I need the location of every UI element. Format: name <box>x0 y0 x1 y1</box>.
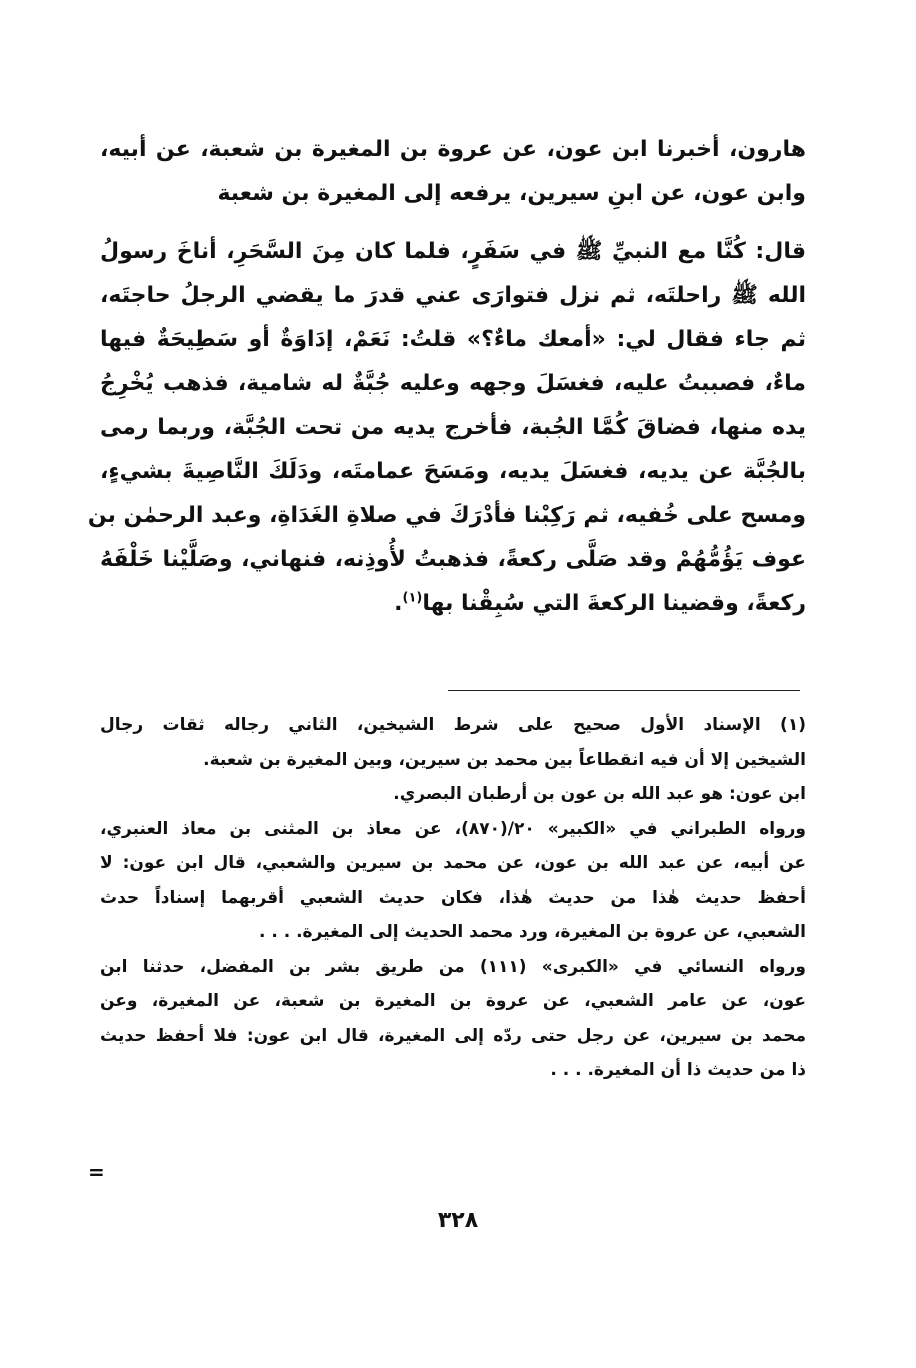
footnote-line: ابن عون: هو عبد الله بن عون بن أرطبان البصري. <box>393 784 806 804</box>
main-line: بالجُبَّة عن يديه، فغسَلَ يديه، ومَسَحَ عمامتَه، ودَلَكَ النَّاصِيةَ بشيءٍ، <box>100 459 806 484</box>
paragraph-gap <box>100 216 806 230</box>
main-line: هارون، أخبرنا ابن عون، عن عروة بن المغيرة بن شعبة، عن أبيه، <box>100 137 806 162</box>
footnote-line: ورواه النسائي في «الكبرى» (١١١) من طريق بشر بن المفضل، حدثنا ابن <box>100 956 806 977</box>
footnotes <box>100 708 806 1088</box>
page-number: ٣٢٨ <box>437 1208 479 1233</box>
continuation-mark: = <box>88 1160 105 1184</box>
main-line: ماءٌ، فصببتُ عليه، فغسَلَ وجهه وعليه جُبَّةٌ له شامية، فذهب يُخْرِجُ <box>100 371 806 396</box>
footnote-line: ورواه الطبراني في «الكبير» ٢٠/(٨٧٠)، عن معاذ بن المثنى بن معاذ العنبري، <box>100 818 806 839</box>
footnote-line: عون، عن عامر الشعبي، عن عروة بن المغيرة بن شعبة، عن المغيرة، وعن <box>100 991 806 1011</box>
footnote-line: عن أبيه، عن عبد الله بن عون، عن محمد بن سيرين والشعبي، قال ابن عون: لا <box>100 853 806 873</box>
main-line-text: ركعةً، وقضينا الركعةَ التي سُبِقْنا بها <box>422 591 806 616</box>
main-line-last <box>100 582 806 626</box>
main-line: يده منها، فضاقَ كُمَّا الجُبة، فأخرج يديه من تحت الجُبَّة، وربما رمى <box>100 415 806 440</box>
footnote-line: ذا من حديث ذا أن المغيرة. . . . <box>550 1060 806 1080</box>
main-line: ومسح على خُفيه، ثم رَكِبْنا فأدْرَكَ في صلاةِ الغَدَاةِ، وعبد الرحمٰن بن <box>87 503 806 528</box>
footnote-line: الشيخين إلا أن فيه انقطاعاً بين محمد بن سيرين، وبين المغيرة بن شعبة. <box>203 749 806 770</box>
footnote-reference[interactable]: (١) <box>402 590 423 606</box>
main-line: ثم جاء فقال لي: «أمعك ماءٌ؟» قلتُ: نَعَمْ، إدَاوَةٌ أو سَطِيحَةٌ فيها <box>100 327 806 352</box>
main-text <box>87 128 806 626</box>
main-line: قال: كُنَّا مع النبيِّ ﷺ في سَفَرٍ، فلما كان مِنَ السَّحَرِ، أناخَ رسولُ <box>100 239 806 264</box>
main-line: الله ﷺ راحلتَه، ثم نزل فتوارَى عني قدرَ ما يقضي الرجلُ حاجتَه، <box>100 283 806 308</box>
main-line: عوف يَؤُمُّهُمْ وقد صَلَّى ركعةً، فذهبتُ لأُوذِنه، فنهاني، وصَلَّيْنا خَلْفَهُ <box>100 547 806 572</box>
footnote-line: محمد بن سيرين، عن رجل حتى ردّه إلى المغيرة، قال ابن عون: فلا أحفظ حديث <box>100 1025 806 1046</box>
footnote-separator <box>448 690 800 691</box>
footnote-line: الشعبي، عن عروة بن المغيرة، ورد محمد الحديث إلى المغيرة. . . . <box>258 922 806 942</box>
footnote-line: أحفظ حديث هٰذا من حديث هٰذا، فكان حديث الشعبي أقربهما إسناداً حدث <box>100 887 806 908</box>
period: . <box>394 591 403 616</box>
footnote-line: (١) الإسناد الأول صحيح على شرط الشيخين، الثاني رجاله ثقات رجال <box>100 715 806 735</box>
main-line: وابن عون، عن ابنِ سيرين، يرفعه إلى المغيرة بن شعبة <box>217 181 806 206</box>
